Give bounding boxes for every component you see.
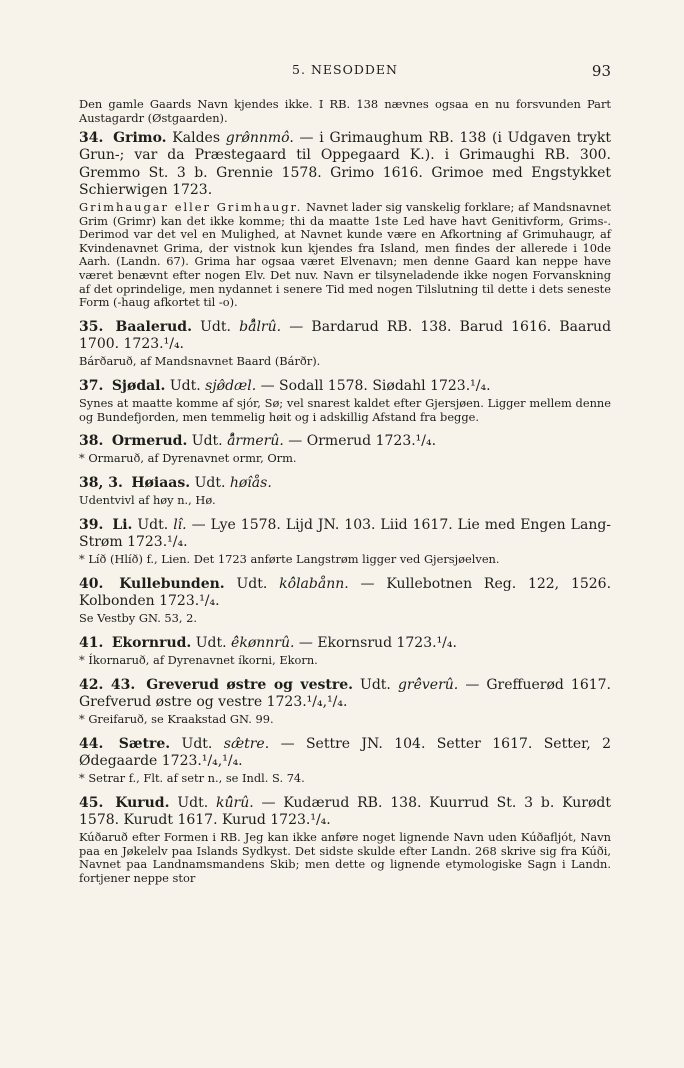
entry-forms: — Kullebotnen Reg. 122, 1526. Kolbonden 1723.¹/₄. [79, 575, 612, 609]
entry-note: Synes at maatte komme af sjór, Sø; vel snarest kaldet efter Gjersjøen. Ligger mellem denne og Bundefjorden, men temmelig høit og i adskillig Afstand fra begge. [79, 395, 611, 424]
entry-number: 37. [79, 377, 104, 394]
entry-45 [79, 795, 611, 886]
entry-forms: — i Grimaughum RB. 138 (i Udgaven trykt Grun-; var da Præstegaard til Oppegaard K.). i Grimaughi RB. 300. Gremmo St. 3 b. Grennie 1578. Grimo 1616. Grimoe med Engstykket Schierwigen 1723. [79, 130, 612, 198]
entry-39 [79, 517, 611, 567]
entry-pre: Udt. [169, 377, 201, 394]
entry-pronunciation: kû̂rû. [216, 794, 254, 811]
entry-note: * Íkornaruð, af Dyrenavnet íkorni, Ekorn. [79, 652, 318, 667]
entry-number: 35. [79, 318, 104, 335]
page-number: 93 [591, 62, 611, 80]
entry-note: * Greifaruð, se Kraakstad GN. 99. [79, 711, 274, 726]
entry-heading [79, 130, 611, 199]
page [79, 62, 611, 890]
entry-heading [79, 635, 611, 652]
entry-pre: Udt. [181, 735, 213, 752]
entry-pronunciation: grê̂verû. [397, 676, 459, 693]
entry-pre: Udt. [191, 433, 223, 450]
entry-note: Se Vestby GN. 53, 2. [79, 611, 198, 626]
entry-44 [79, 736, 611, 786]
entry-number: 38. [79, 433, 104, 450]
entry-title: Li. [112, 516, 133, 533]
entry-title: Kurud. [115, 794, 170, 811]
entry-forms: — Sodall 1578. Siødahl 1723.¹/₄. [260, 377, 491, 394]
entry-40 [79, 576, 611, 626]
entry-pronunciation: ê̂kønnrû. [231, 634, 295, 651]
entry-number: 34. [79, 130, 104, 147]
entry-34 [79, 130, 611, 310]
entry-note: Udentvivl af høy n., Hø. [79, 493, 216, 508]
entry-pronunciation: høîås. [229, 474, 272, 491]
entry-pronunciation: sæ̂tre. [223, 735, 270, 752]
entry-number: 38, 3. [79, 474, 123, 491]
entry-pronunciation: bå̂lrû. [239, 318, 282, 335]
entry-38 [79, 433, 611, 466]
entry-title: Greverud østre og vestre. [146, 676, 353, 693]
entry-heading [79, 433, 611, 450]
entry-title: Høiaas. [131, 474, 191, 491]
entry-42-43 [79, 677, 611, 727]
entry-note: * Ormaruð, af Dyrenavnet ormr, Orm. [79, 451, 297, 466]
entry-41 [79, 635, 611, 668]
entry-pronunciation: å̂rmerû. [227, 433, 284, 450]
entry-pronunciation: lî. [173, 516, 187, 533]
entry-pronunciation: grø̂nnmô. [225, 130, 294, 147]
entry-heading [79, 319, 611, 353]
entry-pronunciation: sjø̂dæl. [205, 377, 257, 394]
entry-heading [79, 576, 611, 610]
entry-title: Ormerud. [111, 433, 188, 450]
entry-pre: Udt. [195, 634, 227, 651]
entry-note: * Líð (Hlíð) f., Lien. Det 1723 anførte Langstrøm ligger ved Gjersjøelven. [79, 552, 500, 567]
entry-forms: — Ormerud 1723.¹/₄. [288, 433, 437, 450]
entry-forms: — Settre JN. 104. Setter 1617. Setter, 2 Ødegaarde 1723.¹/₄,¹/₄. [79, 735, 612, 769]
entry-pre: Udt. [177, 794, 209, 811]
entry-heading [79, 517, 611, 551]
intro-paragraph: Den gamle Gaards Navn kjendes ikke. I RB. 138 nævnes ogsaa en nu forsvunden Part Austagardr (Østgaarden). [79, 97, 611, 125]
entry-note-text: Navnet lader sig vanskelig forklare; af Mandsnavnet Grim (Grimr) kan det ikke komme; thi da maatte 1ste Led have havt Genitivform, Grims-. Derimod var det vel en Mulighed, at Navnet kunde være en Afkortning af Grimuhaugr, af Kvindenavnet Grima, der vistnok kun kjendes fra Island, men findes der allerede i 10de Aarh. (Landn. 67). Grima har ogsaa været Elvenavn; men denne Gaard kan neppe have været benævnt efter nogen Elv. Det nuv. Navn er tilsyneladende ikke nogen Forvanskning af det oprindelige, men nydannet i senere Tid med nogen Tilslutning til dette i dets seneste Form (-haug afkortet til -o). [79, 200, 612, 310]
entry-note: Bárðaruð, af Mandsnavnet Baard (Bárðr). [79, 354, 321, 369]
entry-pre: Udt. [360, 676, 391, 693]
entry-forms: — Ekornsrud 1723.¹/₄. [298, 634, 457, 651]
entry-title: Sætre. [118, 735, 171, 752]
entry-title: Kullebunden. [119, 575, 225, 592]
entry-heading [79, 795, 611, 829]
running-head: 5. NESODDEN [292, 62, 398, 77]
entry-number: 39. [79, 516, 104, 533]
entry-number: 45. [79, 794, 104, 811]
entry-forms: — Kudærud RB. 138. Kuurrud St. 3 b. Kurødt 1578. Kurudt 1617. Kurud 1723.¹/₄. [79, 794, 612, 828]
entry-title: Sjødal. [111, 377, 166, 394]
entry-forms: — Lye 1578. Lijd JN. 103. Liid 1617. Lie med Engen Lang-Strøm 1723.¹/₄. [79, 516, 612, 550]
entry-pre: Udt. [236, 575, 268, 592]
entry-pre: Kaldes [172, 130, 221, 147]
entry-35 [79, 319, 611, 369]
entry-heading [79, 677, 611, 711]
entry-37 [79, 378, 611, 424]
entry-heading [79, 378, 611, 395]
entry-number: 44. [79, 735, 104, 752]
entry-title: Baalerud. [115, 318, 192, 335]
entry-number: 40. [79, 575, 104, 592]
entry-number: 42. 43. [79, 676, 136, 693]
entry-forms: — Bardarud RB. 138. Barud 1616. Baarud 1700. 1723.¹/₄. [79, 318, 612, 352]
entry-title: Grimo. [113, 130, 167, 147]
entry-note-lead: Grimhaugar eller Grimhaugr. [79, 200, 303, 214]
page-header [79, 62, 611, 86]
entry-number: 41. [79, 634, 104, 651]
entry-pre: Udt. [200, 318, 231, 335]
entry-note: Kúðaruð efter Formen i RB. Jeg kan ikke anføre noget lignende Navn uden Kúðafljót, Navn paa en Jøkelelv paa Islands Sydkyst. Det sidste skulde efter Landn. 268 skrive sig fra Kúði, Navnet paa Landnamsmandens Skib; men dette og lignende etymologiske Sagn i Landn. fortjener neppe stor [79, 829, 611, 885]
entry-pre: Udt. [194, 474, 226, 491]
entry-heading [79, 736, 611, 770]
entry-38-3 [79, 475, 611, 508]
entry-note [79, 201, 611, 310]
entry-heading [79, 475, 611, 492]
entry-pronunciation: kô̂labånn. [279, 575, 349, 592]
entry-pre: Udt. [137, 516, 169, 533]
entry-forms: — Greffuerød 1617. Grefverud østre og vestre 1723.¹/₄,¹/₄. [79, 676, 611, 710]
entry-title: Ekornrud. [111, 634, 192, 651]
entry-note: * Setrar f., Flt. af setr n., se Indl. S. 74. [79, 770, 305, 785]
